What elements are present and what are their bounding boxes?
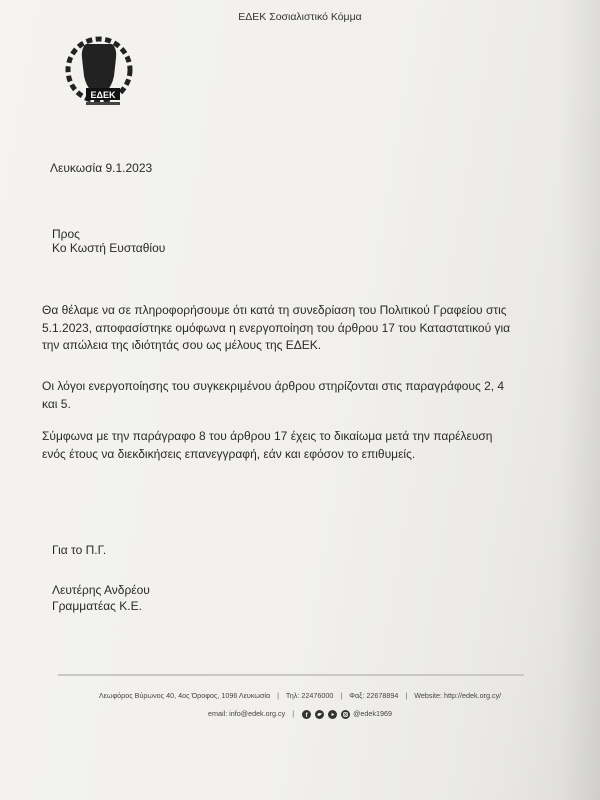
- twitter-icon[interactable]: [315, 710, 324, 719]
- closing-line: Για το Π.Γ.: [52, 543, 107, 557]
- signatory-title: Γραμματέας Κ.Ε.: [52, 599, 142, 613]
- footer-fax: Φαξ: 22678894: [349, 691, 399, 700]
- recipient-label: Προς: [52, 227, 80, 241]
- instagram-icon[interactable]: [341, 710, 350, 719]
- paragraph-line: 5.1.2023, αποφασίστηκε ομόφωνα η ενεργοποίηση του άρθρου 17 του Καταστατικού για: [42, 320, 511, 335]
- youtube-icon[interactable]: [328, 710, 337, 719]
- footer-social-handle: @edek1969: [353, 709, 392, 718]
- footer-divider: [58, 674, 524, 676]
- footer-separator: |: [292, 709, 295, 718]
- signatory-name: Λευτέρης Ανδρέου: [52, 583, 150, 597]
- facebook-icon[interactable]: [302, 710, 311, 719]
- paragraph-reasons: [42, 378, 572, 413]
- svg-text:f: f: [305, 711, 308, 719]
- footer-website[interactable]: Website: http://edek.org.cy/: [414, 691, 502, 700]
- edek-logo-icon: [64, 30, 134, 116]
- paragraph-line: Σύμφωνα με την παράγραφο 8 του άρθρου 17 έχεις το δικαίωμα μετά την παρέλευση: [42, 429, 493, 443]
- letterhead-title: ΕΔΕΚ Σοσιαλιστικό Κόμμα: [238, 11, 362, 23]
- paragraph-line: και 5.: [42, 396, 71, 411]
- paragraph-reapplication: [42, 428, 572, 463]
- footer-separator: |: [405, 691, 408, 700]
- svg-text:ΕΔΕΚ: ΕΔΕΚ: [90, 90, 116, 100]
- paragraph-decision: [42, 302, 572, 355]
- footer-phone: Τηλ: 22476000: [285, 691, 334, 700]
- footer-contact-line: [0, 691, 600, 700]
- letter-date: Λευκωσία 9.1.2023: [50, 161, 153, 175]
- recipient-name: Κο Κωστή Ευσταθίου: [52, 241, 166, 255]
- footer-separator: |: [340, 691, 343, 700]
- footer-address: Λεωφόρος Βύρωνος 40, 4ος Όροφος, 1096 Λευκωσία: [98, 691, 271, 700]
- footer-email[interactable]: email: info@edek.org.cy: [208, 709, 286, 718]
- footer-email-line: [0, 709, 600, 719]
- footer-separator: |: [277, 691, 280, 700]
- paragraph-line: την απώλεια της ιδιότητάς σου ως μέλους της ΕΔΕΚ.: [42, 338, 322, 352]
- paragraph-line: Οι λόγοι ενεργοποίησης του συγκεκριμένου άρθρου στηρίζονται στις παραγράφους 2, 4: [42, 379, 505, 393]
- paragraph-line: Θα θέλαμε να σε πληροφορήσουμε ότι κατά τη συνεδρίαση του Πολιτικού Γραφείου στις: [42, 303, 507, 317]
- paragraph-line: ενός έτους να διεκδικήσεις επανεγγραφή, εάν και εφόσον το επιθυμείς.: [42, 446, 416, 461]
